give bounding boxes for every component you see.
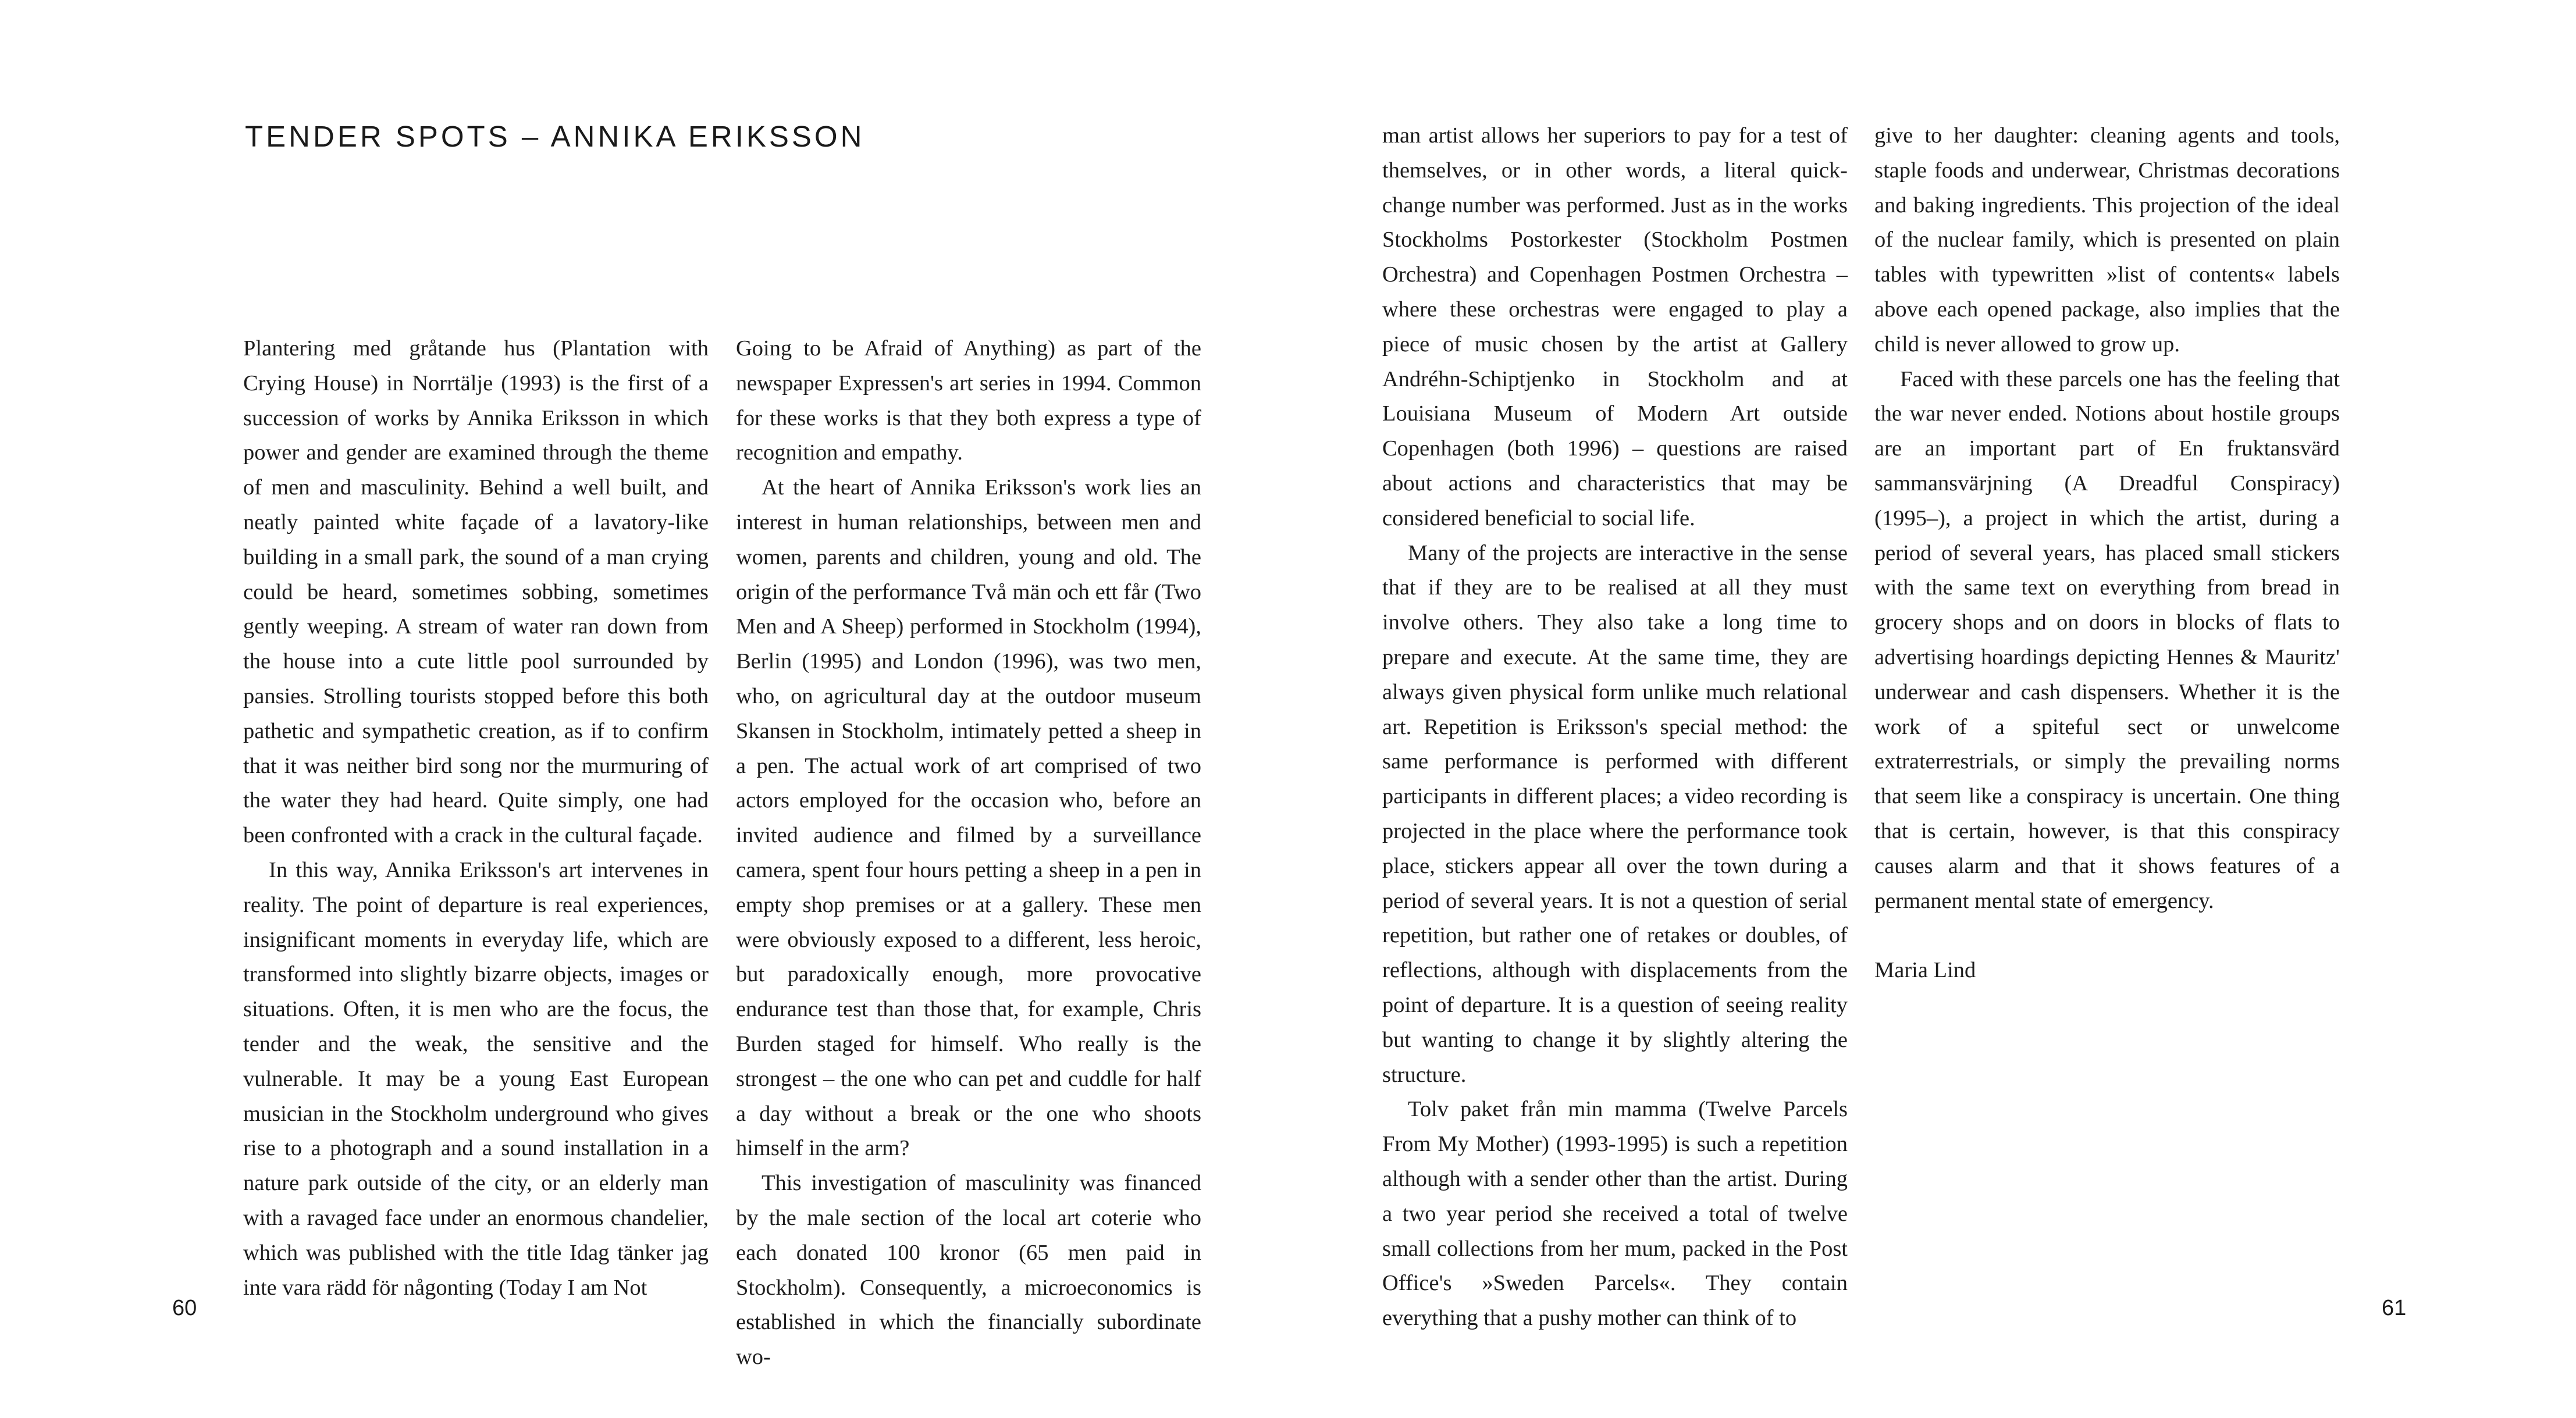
paragraph: In this way, Annika Eriksson's art intervenes in reality. The point of departure is real experiences, insignificant moments in everyday life, which are transformed into slightly bizarre objects, images or situations. Often, it is men who are the focus, the tender and the weak, the sensitive and the vulnerable. It may be a young East European musician in the Stockholm underground who gives rise to a photograph and a sound installation in a nature park outside of the city, or an elderly man with a ravaged face under an enormous chandelier, which was published with the title Idag tänker jag inte vara rädd för någonting (Today I am Not <box>243 857 709 1300</box>
paragraph: Faced with these parcels one has the feeling that the war never ended. Notions about hostile groups are an important part of En fruktansvärd sammansvärjning (A Dreadful Conspiracy) (1995–), a project in which the artist, during a period of several years, has placed small stickers with the same text on everything from bread in grocery shops and on doors in blocks of flats to advertising hoardings depicting Hennes & Mauritz' underwear and cash dispensers. Whether it is the work of a spiteful sect or unwelcome extraterrestrials, or simply the prevailing norms that seem like a conspiracy is uncertain. One thing that is certain, however, is that this conspiracy causes alarm and that it shows features of a permanent mental state of emergency. <box>1874 366 2340 913</box>
page-number-right: 61 <box>2382 1296 2407 1320</box>
paragraph: man artist allows her superiors to pay for a test of themselves, or in other words, a literal quick-change number was performed. Just as in the works Stockholms Postorkester (Stockholm Postmen Orchestra) and Copenhagen Postmen Orchestra – where these orchestras were engaged to play a piece of music chosen by the artist at Gallery Andréhn-Schiptjenko in Stockholm and at Louisiana Museum of Modern Art outside Copenhagen (both 1996) – questions are raised about actions and characteristics that may be considered beneficial to social life. <box>1382 123 1848 530</box>
text-column-3 <box>1382 119 1848 1336</box>
page-number-left: 60 <box>172 1296 197 1320</box>
paragraph: Going to be Afraid of Anything) as part of the newspaper Expressen's art series in 1994. Common for these works is that they both express a type of recognition and empathy. <box>736 336 1201 465</box>
page-title: TENDER SPOTS – ANNIKA ERIKSSON <box>245 120 865 153</box>
author-signature: Maria Lind <box>1874 958 1976 983</box>
right-page <box>1288 0 2576 1418</box>
paragraph: give to her daughter: cleaning agents and tools, staple foods and underwear, Christmas decorations and baking ingredients. This projection of the ideal of the nuclear family, which is presented on plain tables with typewritten »list of contents« labels above each opened package, also implies that the child is never allowed to grow up. <box>1874 123 2340 357</box>
paragraph: At the heart of Annika Eriksson's work lies an interest in human relationships, between men and women, parents and children, young and old. The origin of the performance Två män och ett får (Two Men and A Sheep) performed in Stockholm (1994), Berlin (1995) and London (1996), was two men, who, on agricultural day at the outdoor museum Skansen in Stockholm, intimately petted a sheep in a pen. The actual work of art comprised of two actors employed for the occasion who, before an invited audience and filmed by a surveillance camera, spent four hours petting a sheep in a pen in empty shop premises or at a gallery. These men were obviously exposed to a different, less heroic, but paradoxically enough, more provocative endurance test than those that, for example, Chris Burden staged for himself. Who really is the strongest – the one who can pet and cuddle for half a day without a break or the one who shoots himself in the arm? <box>736 475 1201 1161</box>
paragraph: Tolv paket från min mamma (Twelve Parcels From My Mother) (1993-1995) is such a repetition although with a sender other than the artist. During a two year period she received a total of twelve small collections from her mum, packed in the Post Office's »Sweden Parcels«. They contain everything that a pushy mother can think of to <box>1382 1097 1848 1331</box>
text-column-4 <box>1874 119 2340 988</box>
paragraph: This investigation of masculinity was financed by the male section of the local art coterie who each donated 100 kronor (65 men paid in Stockholm). Consequently, a microeconomics is established in which the financially subordinate wo- <box>736 1171 1201 1370</box>
paragraph: Many of the projects are interactive in the sense that if they are to be realised at all they must involve others. They also take a long time to prepare and execute. At the same time, they are always given physical form unlike much relational art. Repetition is Eriksson's special method: the same performance is performed with different participants in different places; a video recording is projected in the place where the performance took place, stickers appear all over the town during a period of several years. It is not a question of serial repetition, but rather one of retakes or doubles, of reflections, although with displacements from the point of departure. It is a question of seeing reality but wanting to change it by slightly altering the structure. <box>1382 540 1848 1087</box>
text-column-2 <box>736 332 1201 1375</box>
text-column-1 <box>243 332 709 1305</box>
paragraph: Plantering med gråtande hus (Plantation with Crying House) in Norrtälje (1993) is the first of a succession of works by Annika Eriksson in which power and gender are examined through the theme of men and masculinity. Behind a well built, and neatly painted white façade of a lavatory-like building in a small park, the sound of a man crying could be heard, sometimes sobbing, sometimes gently weeping. A stream of water ran down from the house into a cute little pool surrounded by pansies. Strolling tourists stopped before this both pathetic and sympathetic creation, as if to confirm that it was neither bird song nor the murmuring of the water they had heard. Quite simply, one had been confronted with a crack in the cultural façade. <box>243 336 709 848</box>
